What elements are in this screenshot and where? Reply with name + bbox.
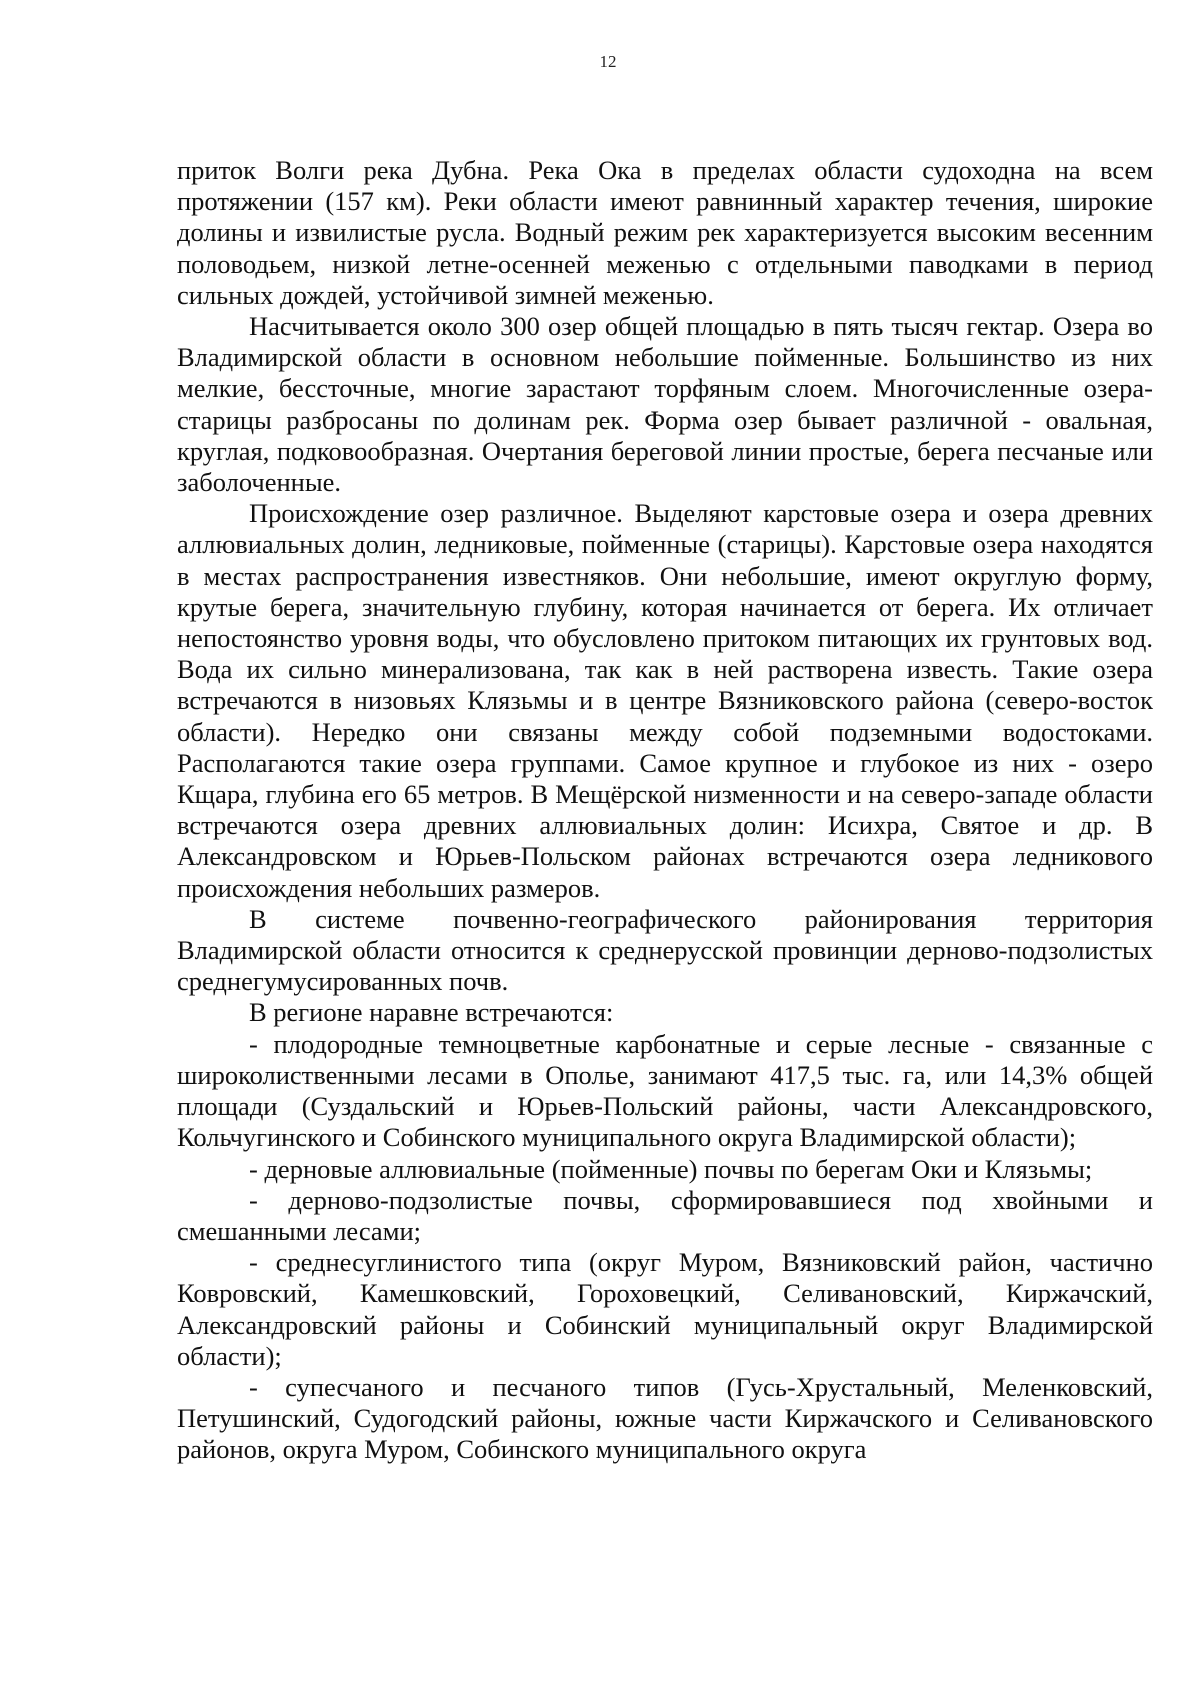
paragraph-soil-zoning: В системе почвенно-географического районирования территория Владимирской области относится к среднерусской провинции дерново-подзолистых среднегумусированных почв. — [177, 903, 1153, 997]
paragraph-lakes-count: Насчитывается около 300 озер общей площадью в пять тысяч гектар. Озера во Владимирской области в основном небольшие пойменные. Большинство из них мелкие, бессточные, многие зарастают торфяным слоем. Многочисленные озера-старицы разбросаны по долинам рек. Форма озер бывает различной - овальная, круглая, подковообразная. Очертания береговой линии простые, берега песчаные или заболоченные. — [177, 311, 1153, 498]
page-number: 12 — [599, 52, 617, 71]
list-item-fertile-soils: - плодородные темноцветные карбонатные и серые лесные - связанные с широколиственными лесами в Ополье, занимают 417,5 тыс. га, или 14,3% общей площади (Суздальский и Юрьев-Польский районы, части Александровского, Кольчугинского и Собинского муниципального округа Владимирской области); — [177, 1028, 1153, 1153]
document-body — [177, 155, 1153, 1466]
paragraph-region-intro: В регионе наравне встречаются: — [249, 997, 614, 1028]
paragraph-rivers: приток Волги река Дубна. Река Ока в пределах области судоходна на всем протяжении (157 км). Реки области имеют равнинный характер течения, широкие долины и извилистые русла. Водный режим рек характеризуется высоким весенним половодьем, низкой летне-осенней меженью с отдельными паводками в период сильных дождей, устойчивой зимней меженью. — [177, 155, 1153, 310]
list-item-sod-podzolic-soils: - дерново-подзолистые почвы, сформировавшиеся под хвойными и смешанными лесами; — [177, 1184, 1153, 1246]
list-item-sandy-soils: - супесчаного и песчаного типов (Гусь-Хрустальный, Меленковский, Петушинский, Судогодский районы, южные части Киржачского и Селивановского районов, округа Муром, Собинского муниципального округа — [177, 1371, 1153, 1465]
list-item-alluvial-soils: - дерновые аллювиальные (пойменные) почвы по берегам Оки и Клязьмы; — [249, 1153, 1093, 1184]
list-item-medium-loam-soils: - среднесуглинистого типа (округ Муром, Вязниковский район, частично Ковровский, Камешковский, Гороховецкий, Селивановский, Киржачский, Александровский районы и Собинский муниципальный округ Владимирской области); — [177, 1247, 1153, 1371]
paragraph-lakes-origin: Происхождение озер различное. Выделяют карстовые озера и озера древних аллювиальных долин, ледниковые, пойменные (старицы). Карстовые озера находятся в местах распространения известняков. Они небольшие, имеют округлую форму, крутые берега, значительную глубину, которая начинается от берега. Их отличает непостоянство уровня воды, что обусловлено притоком питающих их грунтовых вод. Вода их сильно минерализована, так как в ней растворена известь. Такие озера встречаются в низовьях Клязьмы и в центре Вязниковского района (северо-восток области). Нередко они связаны между собой подземными водостоками. Располагаются такие озера группами. Самое крупное и глубокое из них - озеро Кщара, глубина его 65 метров. В Мещёрской низменности и на северо-западе области встречаются озера древних аллювиальных долин: Исихра, Святое и др. В Александровском и Юрьев-Польском районах встречаются озера ледникового происхождения небольших размеров. — [177, 498, 1153, 903]
